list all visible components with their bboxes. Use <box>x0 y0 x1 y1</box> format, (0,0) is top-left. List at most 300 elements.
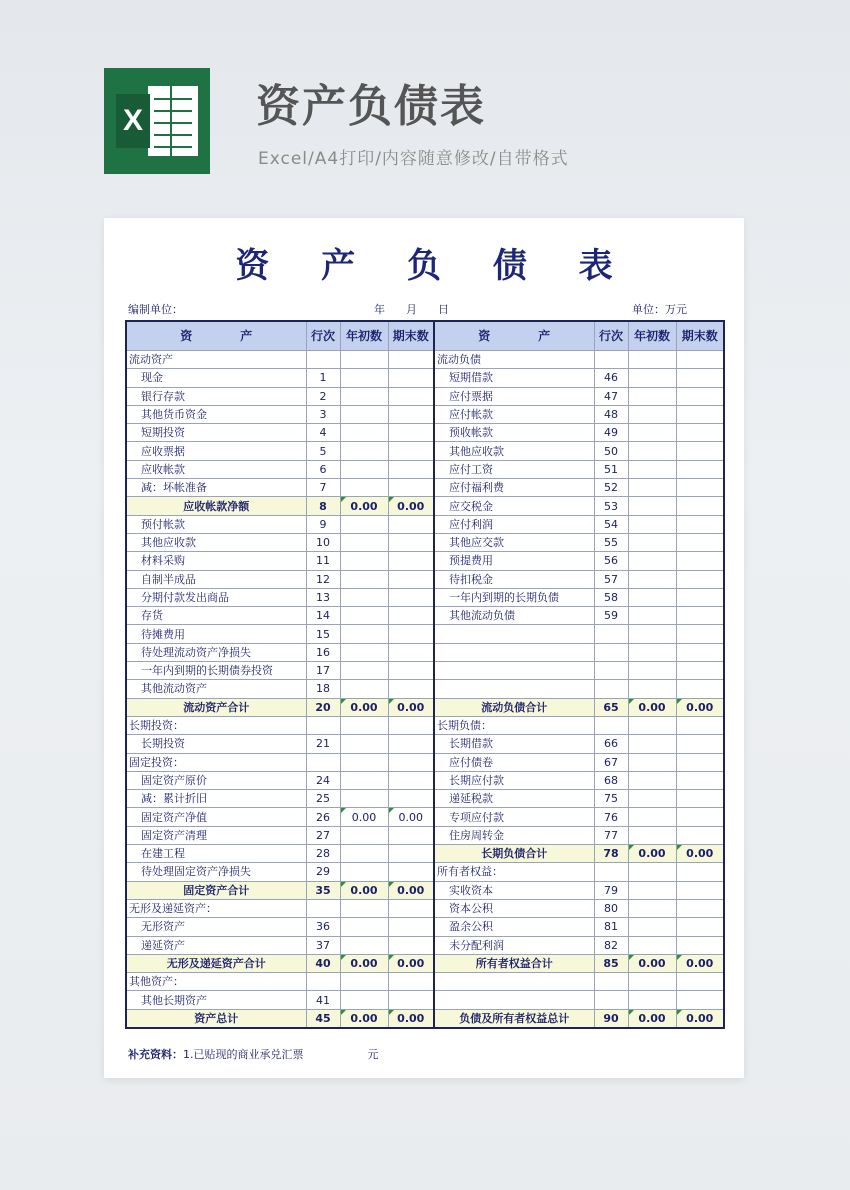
liability-end-value[interactable] <box>676 607 724 625</box>
liability-begin-value[interactable] <box>628 973 676 991</box>
liability-line-no[interactable]: 81 <box>594 918 628 936</box>
liability-end-value[interactable] <box>676 497 724 515</box>
liability-item-label[interactable]: 应付利润 <box>434 515 594 533</box>
liability-begin-value[interactable] <box>628 369 676 387</box>
asset-line-no[interactable]: 17 <box>306 662 340 680</box>
asset-item-label[interactable]: 无形及递延资产： <box>126 899 306 917</box>
asset-end-value[interactable] <box>388 460 434 478</box>
asset-begin-value[interactable] <box>340 826 388 844</box>
asset-line-no[interactable]: 37 <box>306 936 340 954</box>
liability-begin-value[interactable] <box>628 790 676 808</box>
asset-end-value[interactable] <box>388 845 434 863</box>
liability-begin-value[interactable]: 0.00 <box>628 845 676 863</box>
asset-line-no[interactable]: 21 <box>306 735 340 753</box>
liability-begin-value[interactable] <box>628 991 676 1009</box>
liability-begin-value[interactable] <box>628 607 676 625</box>
liability-line-no[interactable]: 68 <box>594 771 628 789</box>
liability-line-no[interactable]: 53 <box>594 497 628 515</box>
liability-item-label[interactable]: 资本公积 <box>434 899 594 917</box>
asset-item-label[interactable]: 固定资产净值 <box>126 808 306 826</box>
liability-line-no[interactable]: 46 <box>594 369 628 387</box>
asset-begin-value[interactable] <box>340 369 388 387</box>
liability-line-no[interactable]: 77 <box>594 826 628 844</box>
liability-begin-value[interactable]: 0.00 <box>628 954 676 972</box>
liability-end-value[interactable] <box>676 515 724 533</box>
liability-end-value[interactable] <box>676 881 724 899</box>
asset-begin-value[interactable] <box>340 588 388 606</box>
asset-end-value[interactable] <box>388 405 434 423</box>
liability-line-no[interactable]: 75 <box>594 790 628 808</box>
liability-item-label[interactable] <box>434 625 594 643</box>
asset-begin-value[interactable] <box>340 899 388 917</box>
liability-line-no[interactable]: 52 <box>594 479 628 497</box>
asset-line-no[interactable]: 12 <box>306 570 340 588</box>
liability-line-no[interactable]: 82 <box>594 936 628 954</box>
asset-end-value[interactable] <box>388 973 434 991</box>
asset-line-no[interactable]: 24 <box>306 771 340 789</box>
liability-begin-value[interactable] <box>628 716 676 734</box>
asset-item-label[interactable]: 其他长期资产 <box>126 991 306 1009</box>
asset-begin-value[interactable] <box>340 570 388 588</box>
liability-line-no[interactable]: 66 <box>594 735 628 753</box>
liability-item-label[interactable]: 盈余公积 <box>434 918 594 936</box>
asset-item-label[interactable]: 无形及递延资产合计 <box>126 954 306 972</box>
asset-line-no[interactable]: 25 <box>306 790 340 808</box>
asset-item-label[interactable]: 待摊费用 <box>126 625 306 643</box>
liability-begin-value[interactable] <box>628 735 676 753</box>
asset-end-value[interactable] <box>388 680 434 698</box>
asset-begin-value[interactable]: 0.00 <box>340 497 388 515</box>
liability-line-no[interactable]: 51 <box>594 460 628 478</box>
liability-end-value[interactable] <box>676 442 724 460</box>
asset-begin-value[interactable]: 0.00 <box>340 881 388 899</box>
asset-end-value[interactable] <box>388 863 434 881</box>
liability-item-label[interactable]: 短期借款 <box>434 369 594 387</box>
asset-line-no[interactable]: 10 <box>306 533 340 551</box>
asset-end-value[interactable] <box>388 424 434 442</box>
asset-item-label[interactable]: 固定资产原价 <box>126 771 306 789</box>
asset-begin-value[interactable] <box>340 936 388 954</box>
asset-item-label[interactable]: 其他应收款 <box>126 533 306 551</box>
asset-item-label[interactable]: 一年内到期的长期债券投资 <box>126 662 306 680</box>
asset-line-no[interactable]: 16 <box>306 643 340 661</box>
liability-begin-value[interactable] <box>628 479 676 497</box>
asset-line-no[interactable]: 8 <box>306 497 340 515</box>
liability-line-no[interactable] <box>594 625 628 643</box>
asset-item-label[interactable]: 预付帐款 <box>126 515 306 533</box>
liability-begin-value[interactable]: 0.00 <box>628 698 676 716</box>
liability-item-label[interactable]: 长期负债： <box>434 716 594 734</box>
liability-line-no[interactable]: 76 <box>594 808 628 826</box>
asset-end-value[interactable] <box>388 570 434 588</box>
liability-line-no[interactable]: 58 <box>594 588 628 606</box>
liability-line-no[interactable]: 56 <box>594 552 628 570</box>
asset-end-value[interactable] <box>388 790 434 808</box>
asset-begin-value[interactable] <box>340 753 388 771</box>
asset-item-label[interactable]: 其他资产： <box>126 973 306 991</box>
liability-line-no[interactable]: 50 <box>594 442 628 460</box>
asset-item-label[interactable]: 材料采购 <box>126 552 306 570</box>
liability-end-value[interactable]: 0.00 <box>676 1009 724 1028</box>
liability-begin-value[interactable] <box>628 625 676 643</box>
liability-line-no[interactable]: 49 <box>594 424 628 442</box>
liability-end-value[interactable] <box>676 533 724 551</box>
liability-begin-value[interactable] <box>628 588 676 606</box>
liability-end-value[interactable] <box>676 643 724 661</box>
liability-line-no[interactable]: 48 <box>594 405 628 423</box>
liability-end-value[interactable] <box>676 973 724 991</box>
asset-line-no[interactable] <box>306 753 340 771</box>
asset-line-no[interactable]: 15 <box>306 625 340 643</box>
asset-item-label[interactable]: 自制半成品 <box>126 570 306 588</box>
liability-begin-value[interactable] <box>628 387 676 405</box>
liability-begin-value[interactable] <box>628 881 676 899</box>
liability-line-no[interactable] <box>594 643 628 661</box>
asset-item-label[interactable]: 其他流动资产 <box>126 680 306 698</box>
asset-end-value[interactable] <box>388 588 434 606</box>
asset-end-value[interactable] <box>388 991 434 1009</box>
asset-item-label[interactable]: 流动资产合计 <box>126 698 306 716</box>
liability-item-label[interactable]: 预提费用 <box>434 552 594 570</box>
asset-line-no[interactable]: 40 <box>306 954 340 972</box>
liability-begin-value[interactable] <box>628 424 676 442</box>
liability-begin-value[interactable] <box>628 515 676 533</box>
asset-line-no[interactable]: 14 <box>306 607 340 625</box>
liability-item-label[interactable]: 应交税金 <box>434 497 594 515</box>
liability-begin-value[interactable] <box>628 351 676 369</box>
asset-end-value[interactable] <box>388 826 434 844</box>
liability-item-label[interactable] <box>434 973 594 991</box>
liability-begin-value[interactable] <box>628 497 676 515</box>
liability-item-label[interactable]: 所有者权益合计 <box>434 954 594 972</box>
asset-item-label[interactable]: 待处理固定资产净损失 <box>126 863 306 881</box>
liability-line-no[interactable]: 47 <box>594 387 628 405</box>
liability-item-label[interactable]: 流动负债 <box>434 351 594 369</box>
asset-end-value[interactable] <box>388 753 434 771</box>
asset-end-value[interactable]: 0.00 <box>388 497 434 515</box>
asset-begin-value[interactable] <box>340 662 388 680</box>
asset-begin-value[interactable] <box>340 552 388 570</box>
liability-line-no[interactable]: 54 <box>594 515 628 533</box>
asset-begin-value[interactable] <box>340 991 388 1009</box>
liability-end-value[interactable] <box>676 753 724 771</box>
liability-end-value[interactable] <box>676 387 724 405</box>
asset-line-no[interactable]: 4 <box>306 424 340 442</box>
asset-end-value[interactable]: 0.00 <box>388 954 434 972</box>
liability-begin-value[interactable] <box>628 460 676 478</box>
asset-item-label[interactable]: 固定资产合计 <box>126 881 306 899</box>
asset-item-label[interactable]: 应收票据 <box>126 442 306 460</box>
asset-end-value[interactable]: 0.00 <box>388 1009 434 1028</box>
asset-end-value[interactable] <box>388 442 434 460</box>
asset-item-label[interactable]: 固定资产清理 <box>126 826 306 844</box>
asset-begin-value[interactable] <box>340 424 388 442</box>
liability-end-value[interactable] <box>676 662 724 680</box>
liability-begin-value[interactable] <box>628 552 676 570</box>
liability-end-value[interactable] <box>676 936 724 954</box>
asset-begin-value[interactable] <box>340 460 388 478</box>
asset-line-no[interactable]: 9 <box>306 515 340 533</box>
asset-begin-value[interactable]: 0.00 <box>340 808 388 826</box>
asset-item-label[interactable]: 应收帐款净额 <box>126 497 306 515</box>
asset-item-label[interactable]: 减：累计折旧 <box>126 790 306 808</box>
asset-end-value[interactable] <box>388 936 434 954</box>
liability-line-no[interactable] <box>594 863 628 881</box>
liability-end-value[interactable]: 0.00 <box>676 845 724 863</box>
asset-line-no[interactable]: 36 <box>306 918 340 936</box>
asset-end-value[interactable] <box>388 607 434 625</box>
liability-begin-value[interactable] <box>628 863 676 881</box>
asset-begin-value[interactable] <box>340 863 388 881</box>
liability-item-label[interactable]: 长期负债合计 <box>434 845 594 863</box>
liability-begin-value[interactable] <box>628 643 676 661</box>
asset-begin-value[interactable] <box>340 735 388 753</box>
asset-end-value[interactable] <box>388 771 434 789</box>
asset-line-no[interactable] <box>306 973 340 991</box>
asset-end-value[interactable] <box>388 351 434 369</box>
liability-item-label[interactable] <box>434 662 594 680</box>
liability-end-value[interactable] <box>676 369 724 387</box>
liability-end-value[interactable] <box>676 735 724 753</box>
asset-end-value[interactable]: 0.00 <box>388 881 434 899</box>
liability-line-no[interactable] <box>594 716 628 734</box>
liability-end-value[interactable] <box>676 863 724 881</box>
liability-item-label[interactable]: 实收资本 <box>434 881 594 899</box>
liability-begin-value[interactable] <box>628 662 676 680</box>
asset-item-label[interactable]: 资产总计 <box>126 1009 306 1028</box>
asset-item-label[interactable]: 短期投资 <box>126 424 306 442</box>
asset-line-no[interactable]: 7 <box>306 479 340 497</box>
liability-item-label[interactable]: 待扣税金 <box>434 570 594 588</box>
asset-end-value[interactable] <box>388 625 434 643</box>
asset-line-no[interactable]: 13 <box>306 588 340 606</box>
liability-end-value[interactable] <box>676 771 724 789</box>
liability-end-value[interactable] <box>676 918 724 936</box>
liability-end-value[interactable] <box>676 552 724 570</box>
liability-line-no[interactable]: 65 <box>594 698 628 716</box>
asset-end-value[interactable] <box>388 735 434 753</box>
asset-begin-value[interactable] <box>340 387 388 405</box>
liability-item-label[interactable]: 未分配利润 <box>434 936 594 954</box>
liability-item-label[interactable]: 所有者权益： <box>434 863 594 881</box>
asset-begin-value[interactable] <box>340 533 388 551</box>
liability-line-no[interactable] <box>594 973 628 991</box>
liability-item-label[interactable]: 应付帐款 <box>434 405 594 423</box>
asset-line-no[interactable]: 35 <box>306 881 340 899</box>
liability-line-no[interactable]: 57 <box>594 570 628 588</box>
asset-begin-value[interactable] <box>340 405 388 423</box>
liability-end-value[interactable]: 0.00 <box>676 954 724 972</box>
asset-begin-value[interactable] <box>340 790 388 808</box>
asset-end-value[interactable] <box>388 918 434 936</box>
liability-line-no[interactable]: 67 <box>594 753 628 771</box>
asset-line-no[interactable]: 3 <box>306 405 340 423</box>
asset-item-label[interactable]: 无形资产 <box>126 918 306 936</box>
asset-item-label[interactable]: 银行存款 <box>126 387 306 405</box>
liability-item-label[interactable]: 应付工资 <box>434 460 594 478</box>
asset-line-no[interactable]: 45 <box>306 1009 340 1028</box>
asset-line-no[interactable]: 41 <box>306 991 340 1009</box>
asset-item-label[interactable]: 存货 <box>126 607 306 625</box>
liability-line-no[interactable] <box>594 991 628 1009</box>
liability-end-value[interactable] <box>676 716 724 734</box>
liability-end-value[interactable] <box>676 460 724 478</box>
liability-line-no[interactable] <box>594 662 628 680</box>
liability-item-label[interactable]: 其他应交款 <box>434 533 594 551</box>
asset-item-label[interactable]: 长期投资 <box>126 735 306 753</box>
asset-end-value[interactable] <box>388 387 434 405</box>
asset-begin-value[interactable]: 0.00 <box>340 1009 388 1028</box>
asset-end-value[interactable] <box>388 515 434 533</box>
liability-begin-value[interactable] <box>628 405 676 423</box>
liability-item-label[interactable]: 流动负债合计 <box>434 698 594 716</box>
liability-item-label[interactable]: 其他应收款 <box>434 442 594 460</box>
asset-end-value[interactable] <box>388 716 434 734</box>
liability-end-value[interactable] <box>676 680 724 698</box>
liability-begin-value[interactable] <box>628 753 676 771</box>
liability-item-label[interactable]: 住房周转金 <box>434 826 594 844</box>
liability-line-no[interactable] <box>594 351 628 369</box>
asset-end-value[interactable] <box>388 533 434 551</box>
table-row <box>126 735 724 753</box>
liability-begin-value[interactable]: 0.00 <box>628 1009 676 1028</box>
asset-end-value[interactable] <box>388 643 434 661</box>
asset-item-label[interactable]: 减：坏帐准备 <box>126 479 306 497</box>
liability-line-no[interactable]: 59 <box>594 607 628 625</box>
liability-begin-value[interactable] <box>628 808 676 826</box>
liability-item-label[interactable]: 长期应付款 <box>434 771 594 789</box>
asset-item-label[interactable]: 递延资产 <box>126 936 306 954</box>
liability-line-no[interactable]: 78 <box>594 845 628 863</box>
liability-item-label[interactable]: 专项应付款 <box>434 808 594 826</box>
liability-begin-value[interactable] <box>628 936 676 954</box>
asset-begin-value[interactable] <box>340 771 388 789</box>
liability-end-value[interactable] <box>676 826 724 844</box>
liability-item-label[interactable]: 应付福利费 <box>434 479 594 497</box>
liability-item-label[interactable]: 长期借款 <box>434 735 594 753</box>
asset-item-label[interactable]: 长期投资： <box>126 716 306 734</box>
liability-begin-value[interactable] <box>628 570 676 588</box>
currency-label: 单位：万元 <box>632 303 687 316</box>
liability-end-value[interactable]: 0.00 <box>676 698 724 716</box>
liability-item-label[interactable]: 其他流动负债 <box>434 607 594 625</box>
liability-end-value[interactable] <box>676 991 724 1009</box>
liability-line-no[interactable]: 85 <box>594 954 628 972</box>
asset-begin-value[interactable] <box>340 515 388 533</box>
asset-line-no[interactable]: 18 <box>306 680 340 698</box>
asset-line-no[interactable]: 28 <box>306 845 340 863</box>
asset-end-value[interactable]: 0.00 <box>388 808 434 826</box>
asset-line-no[interactable]: 6 <box>306 460 340 478</box>
liability-line-no[interactable]: 79 <box>594 881 628 899</box>
liability-item-label[interactable]: 预收帐款 <box>434 424 594 442</box>
asset-begin-value[interactable] <box>340 442 388 460</box>
asset-begin-value[interactable] <box>340 607 388 625</box>
asset-line-no[interactable]: 1 <box>306 369 340 387</box>
asset-end-value[interactable] <box>388 899 434 917</box>
table-row <box>126 424 724 442</box>
liability-line-no[interactable] <box>594 680 628 698</box>
asset-item-label[interactable]: 分期付款发出商品 <box>126 588 306 606</box>
liability-line-no[interactable]: 55 <box>594 533 628 551</box>
asset-begin-value[interactable] <box>340 479 388 497</box>
liability-end-value[interactable] <box>676 625 724 643</box>
asset-begin-value[interactable] <box>340 973 388 991</box>
liability-begin-value[interactable] <box>628 680 676 698</box>
liability-end-value[interactable] <box>676 351 724 369</box>
asset-line-no[interactable] <box>306 899 340 917</box>
liability-begin-value[interactable] <box>628 826 676 844</box>
asset-line-no[interactable]: 20 <box>306 698 340 716</box>
asset-item-label[interactable]: 现金 <box>126 369 306 387</box>
asset-begin-value[interactable]: 0.00 <box>340 954 388 972</box>
liability-end-value[interactable] <box>676 424 724 442</box>
liability-item-label[interactable] <box>434 680 594 698</box>
asset-line-no[interactable]: 26 <box>306 808 340 826</box>
liability-item-label[interactable]: 应付债卷 <box>434 753 594 771</box>
asset-begin-value[interactable] <box>340 625 388 643</box>
liability-item-label[interactable]: 一年内到期的长期负债 <box>434 588 594 606</box>
asset-line-no[interactable]: 29 <box>306 863 340 881</box>
asset-begin-value[interactable] <box>340 351 388 369</box>
asset-begin-value[interactable] <box>340 680 388 698</box>
asset-line-no[interactable]: 2 <box>306 387 340 405</box>
liability-end-value[interactable] <box>676 588 724 606</box>
liability-end-value[interactable] <box>676 808 724 826</box>
asset-line-no[interactable]: 11 <box>306 552 340 570</box>
asset-begin-value[interactable] <box>340 918 388 936</box>
asset-begin-value[interactable]: 0.00 <box>340 698 388 716</box>
liability-begin-value[interactable] <box>628 533 676 551</box>
liability-begin-value[interactable] <box>628 918 676 936</box>
liability-item-label[interactable] <box>434 991 594 1009</box>
liability-item-label[interactable]: 应付票据 <box>434 387 594 405</box>
asset-item-label[interactable]: 待处理流动资产净损失 <box>126 643 306 661</box>
liability-line-no[interactable]: 90 <box>594 1009 628 1028</box>
asset-begin-value[interactable] <box>340 716 388 734</box>
asset-begin-value[interactable] <box>340 643 388 661</box>
liability-item-label[interactable] <box>434 643 594 661</box>
liability-end-value[interactable] <box>676 479 724 497</box>
asset-end-value[interactable] <box>388 662 434 680</box>
liability-item-label[interactable]: 递延税款 <box>434 790 594 808</box>
liability-end-value[interactable] <box>676 899 724 917</box>
asset-line-no[interactable] <box>306 716 340 734</box>
asset-item-label[interactable]: 固定投资： <box>126 753 306 771</box>
liability-item-label[interactable]: 负债及所有者权益总计 <box>434 1009 594 1028</box>
liability-begin-value[interactable] <box>628 899 676 917</box>
asset-item-label[interactable]: 在建工程 <box>126 845 306 863</box>
asset-item-label[interactable]: 应收帐款 <box>126 460 306 478</box>
asset-line-no[interactable]: 27 <box>306 826 340 844</box>
liability-begin-value[interactable] <box>628 771 676 789</box>
asset-item-label[interactable]: 流动资产 <box>126 351 306 369</box>
asset-line-no[interactable]: 5 <box>306 442 340 460</box>
liability-line-no[interactable]: 80 <box>594 899 628 917</box>
asset-begin-value[interactable] <box>340 845 388 863</box>
asset-line-no[interactable] <box>306 351 340 369</box>
liability-begin-value[interactable] <box>628 442 676 460</box>
asset-end-value[interactable] <box>388 552 434 570</box>
liability-end-value[interactable] <box>676 790 724 808</box>
liability-end-value[interactable] <box>676 405 724 423</box>
table-row <box>126 790 724 808</box>
liability-end-value[interactable] <box>676 570 724 588</box>
asset-end-value[interactable]: 0.00 <box>388 698 434 716</box>
asset-end-value[interactable] <box>388 369 434 387</box>
asset-end-value[interactable] <box>388 479 434 497</box>
asset-item-label[interactable]: 其他货币资金 <box>126 405 306 423</box>
